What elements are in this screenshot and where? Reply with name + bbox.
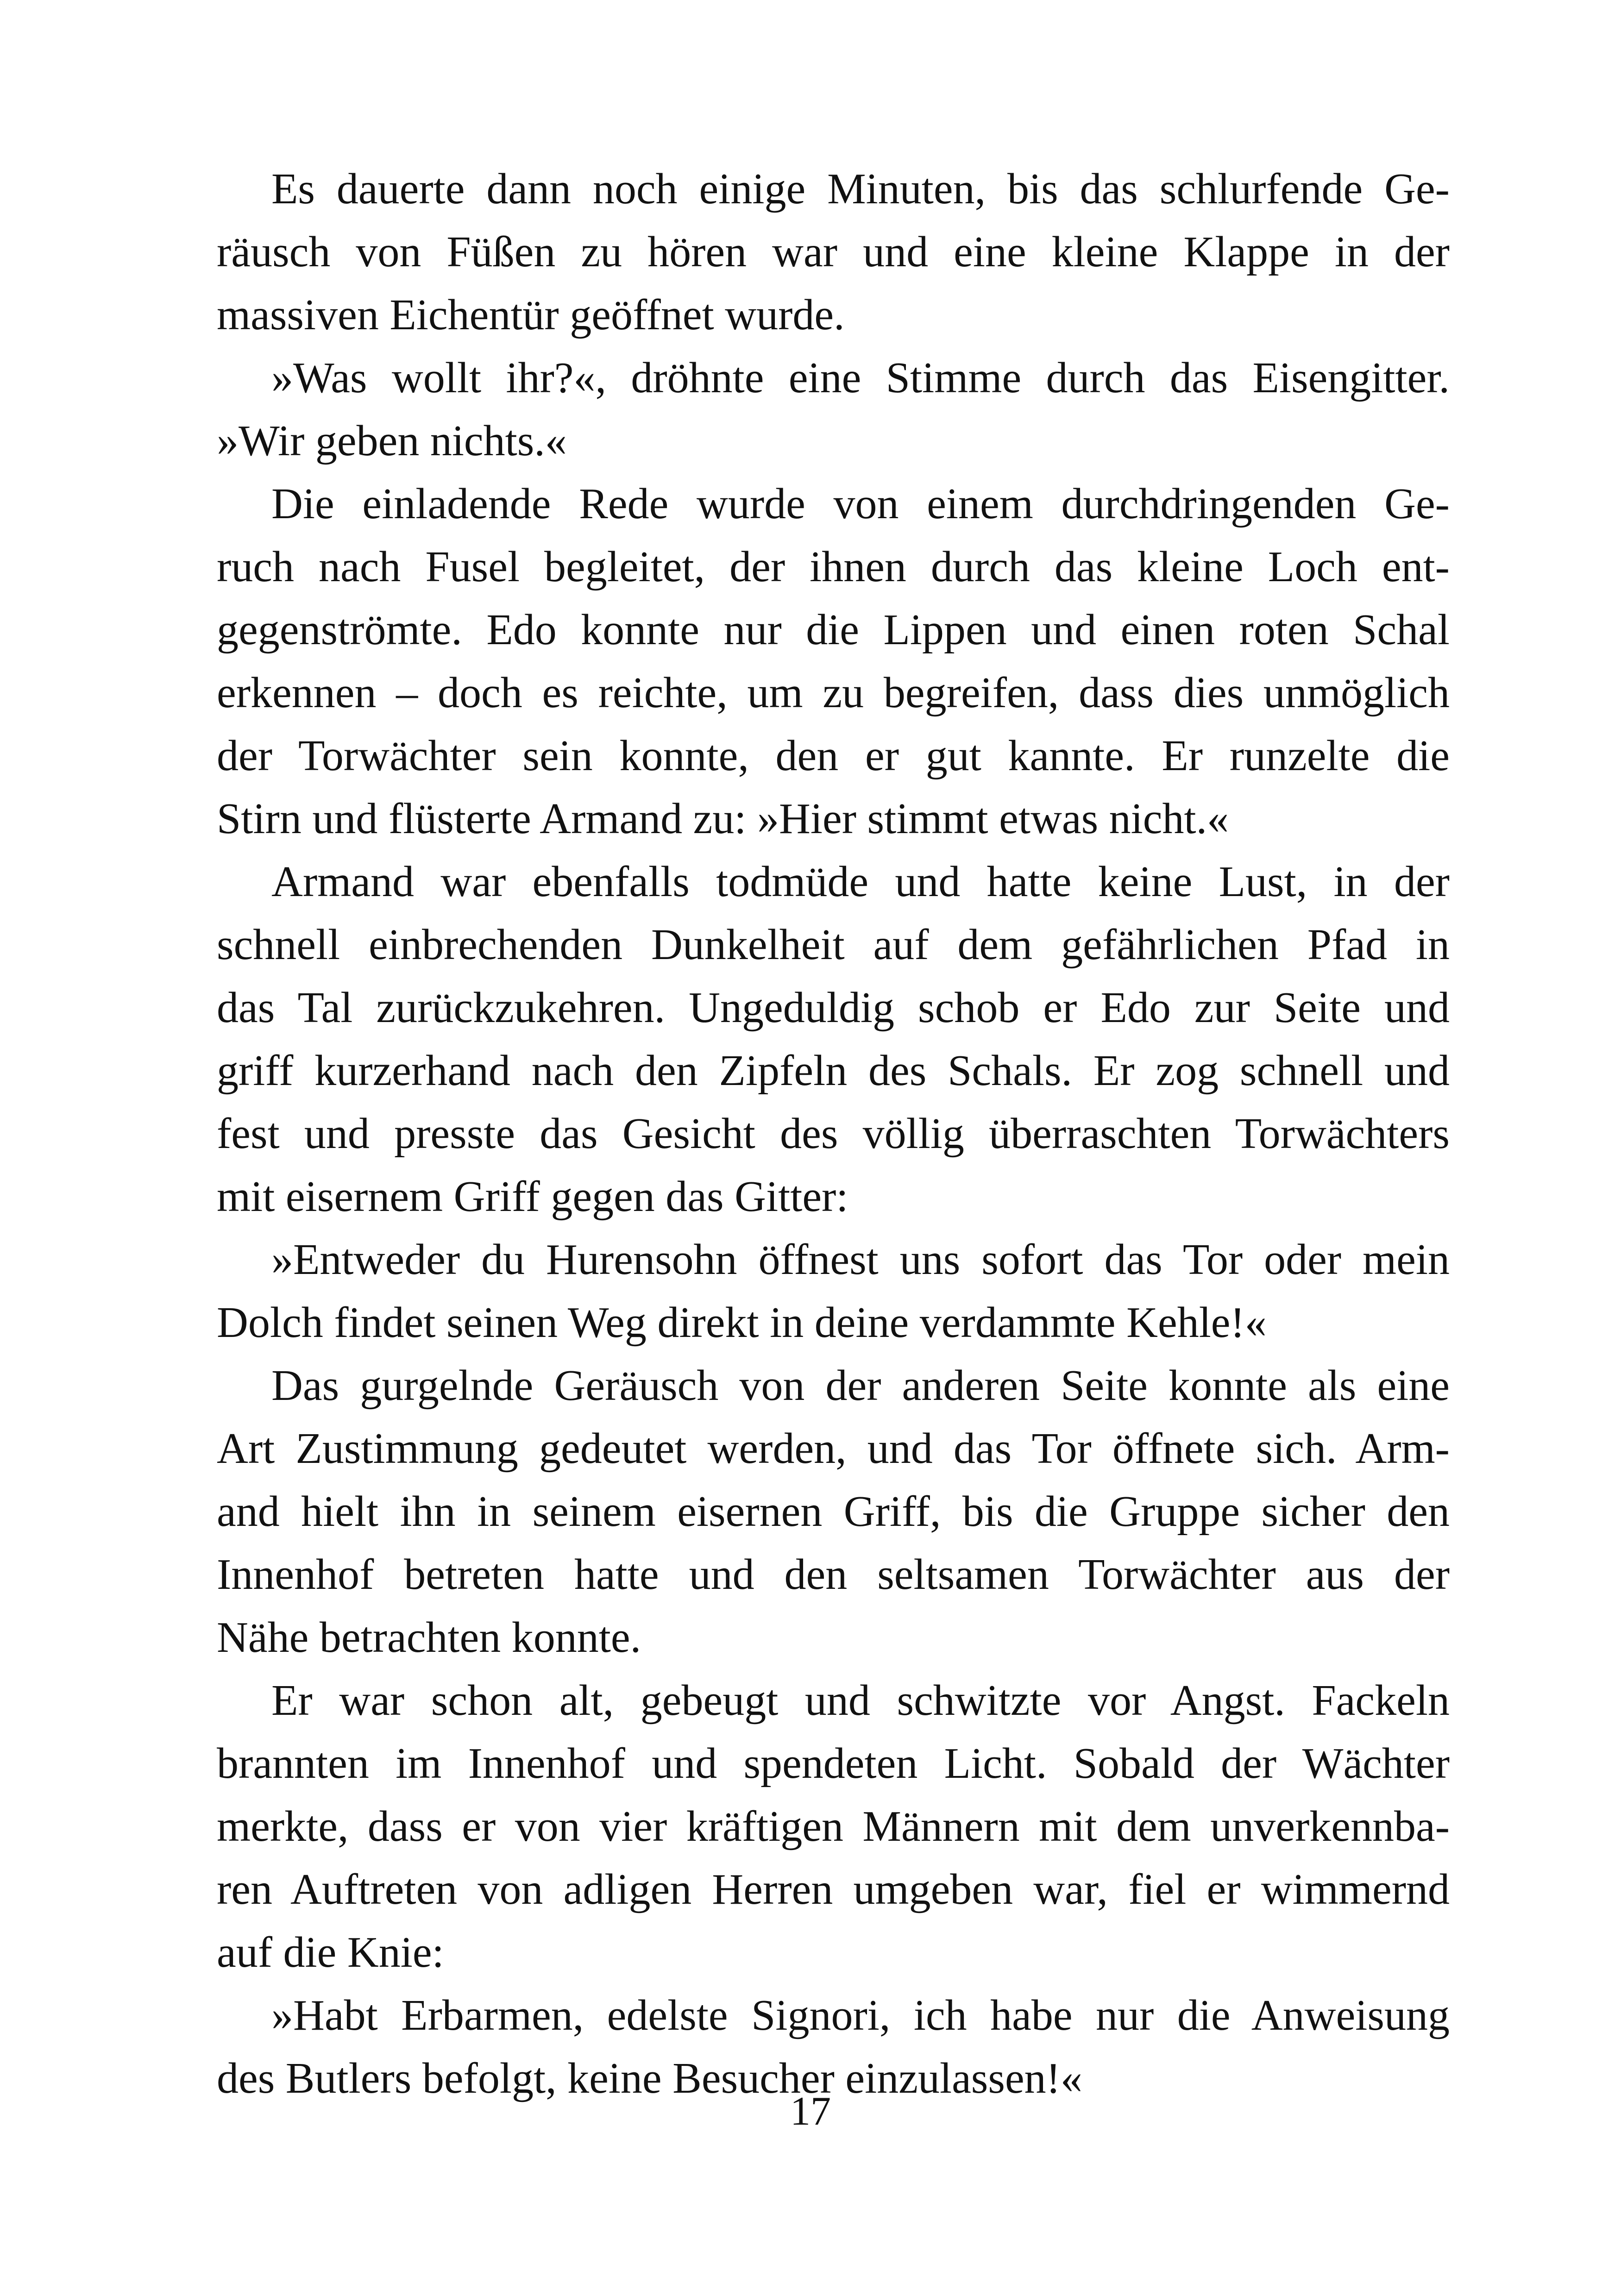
text-line: Nähe betrachten konnte. [217,1613,641,1662]
text-line: Innenhof betreten hatte und den seltsamen Torwächter aus der [217,1550,1450,1599]
body-text [217,157,1450,2110]
text-line: ruch nach Fusel begleitet, der ihnen durch das kleine Loch ent- [217,543,1450,591]
text-line: erkennen – doch es reichte, um zu begreifen, dass dies unmöglich [217,669,1450,717]
text-line: Er war schon alt, gebeugt und schwitzte vor Angst. Fackeln [271,1676,1450,1725]
text-line: Stirn und flüsterte Armand zu: »Hier stimmt etwas nicht.« [217,795,1229,843]
text-line: »Entweder du Hurensohn öffnest uns sofort das Tor oder mein [271,1236,1450,1284]
text-line: mit eisernem Griff gegen das Gitter: [217,1173,848,1221]
text-line: griff kurzerhand nach den Zipfeln des Schals. Er zog schnell und [217,1047,1450,1095]
text-line: »Habt Erbarmen, edelste Signori, ich habe nur die Anweisung [271,1991,1450,2039]
text-line: das Tal zurückzukehren. Ungeduldig schob er Edo zur Seite und [217,984,1450,1032]
text-line: Die einladende Rede wurde von einem durchdringenden Ge- [271,480,1450,528]
text-line: Art Zustimmung gedeutet werden, und das Tor öffnete sich. Arm- [217,1424,1450,1473]
text-line: räusch von Füßen zu hören war und eine kleine Klappe in der [217,228,1450,276]
text-line: Es dauerte dann noch einige Minuten, bis das schlurfende Ge- [271,165,1450,213]
text-line: Armand war ebenfalls todmüde und hatte keine Lust, in der [271,858,1450,906]
page-number: 17 [790,2089,831,2134]
text-line: merkte, dass er von vier kräftigen Männern mit dem unverkennba- [217,1802,1450,1851]
text-line: fest und presste das Gesicht des völlig überraschten Torwächters [217,1110,1450,1158]
text-line: gegenströmte. Edo konnte nur die Lippen und einen roten Schal [217,606,1450,654]
text-line: der Torwächter sein konnte, den er gut kannte. Er runzelte die [217,732,1450,780]
text-line: »Was wollt ihr?«, dröhnte eine Stimme durch das Eisengitter. [271,354,1450,402]
text-line: ren Auftreten von adligen Herren umgeben war, fiel er wimmernd [217,1865,1450,1913]
text-line: and hielt ihn in seinem eisernen Griff, bis die Gruppe sicher den [217,1487,1450,1536]
text-line: massiven Eichentür geöffnet wurde. [217,291,845,339]
text-line: des Butlers befolgt, keine Besucher einzulassen!« [217,2054,1082,2102]
text-line: »Wir geben nichts.« [217,417,567,465]
text-line: brannten im Innenhof und spendeten Licht. Sobald der Wächter [217,1739,1450,1788]
text-line: Dolch findet seinen Weg direkt in deine verdammte Kehle!« [217,1299,1267,1347]
text-line: Das gurgelnde Geräusch von der anderen Seite konnte als eine [271,1361,1450,1410]
text-line: auf die Knie: [217,1928,444,1976]
text-line: schnell einbrechenden Dunkelheit auf dem gefährlichen Pfad in [217,921,1450,969]
